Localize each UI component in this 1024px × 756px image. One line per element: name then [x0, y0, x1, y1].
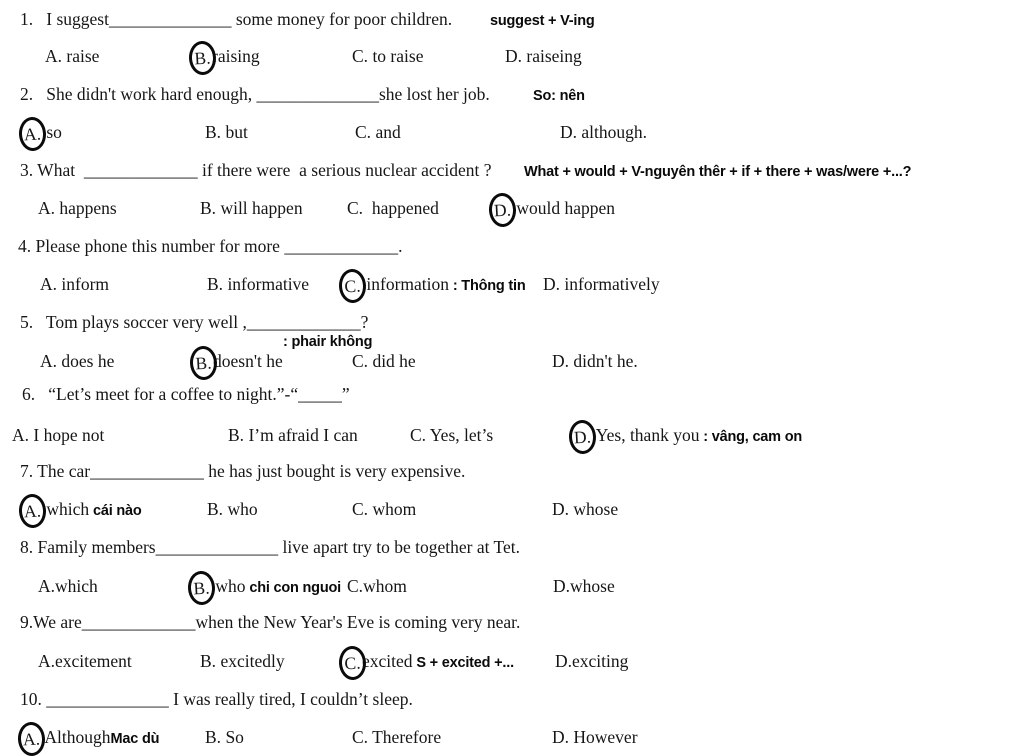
- question-text: 10. ______________ I was really tired, I couldn’t sleep.: [20, 689, 413, 709]
- option-label: I hope not: [29, 425, 105, 445]
- question-stem: [20, 159, 492, 181]
- option-letter: B.: [194, 352, 213, 374]
- inline-note: suggest + V-ing: [490, 13, 595, 29]
- option-letter: B.: [193, 47, 212, 69]
- option-letter: A.: [22, 728, 41, 750]
- option-letter: B.: [228, 425, 245, 445]
- answer-option: [40, 350, 114, 372]
- option-label: raising: [212, 46, 260, 66]
- option-letter: C.: [355, 122, 372, 142]
- answer-option: [352, 350, 416, 372]
- option-label: happened: [363, 198, 439, 218]
- option-letter: A.: [23, 123, 42, 145]
- question-text: 9.We are_____________when the New Year's Eve is coming very near.: [20, 612, 521, 632]
- option-label: whom: [363, 576, 407, 596]
- option-label: Yes, let’s: [426, 425, 494, 445]
- question-stem: [20, 83, 490, 105]
- answer-option: [543, 273, 660, 295]
- option-label: and: [371, 122, 401, 142]
- inline-note: Mac dù: [110, 731, 160, 747]
- option-label: although.: [577, 122, 648, 142]
- option-letter: B.: [207, 499, 224, 519]
- option-label: informative: [223, 274, 310, 294]
- option-letter: C.: [352, 46, 369, 66]
- answer-option: [45, 45, 99, 67]
- option-letter: C.: [410, 425, 427, 445]
- answer-option: [25, 498, 142, 522]
- option-label: raise: [62, 46, 100, 66]
- inline-note: : Thông tin: [449, 278, 526, 294]
- answer-option: [205, 121, 248, 143]
- question-stem: [22, 383, 350, 405]
- option-label: doesn't he: [213, 351, 283, 371]
- question-text: 7. The car_____________ he has just bought is very expensive.: [20, 461, 466, 481]
- answer-option: [352, 498, 416, 520]
- answer-option: [207, 273, 309, 295]
- answer-option: [345, 273, 526, 297]
- option-letter: D.: [560, 122, 578, 142]
- option-letter: B.: [200, 651, 217, 671]
- option-label: which: [42, 499, 90, 519]
- option-label: whose: [569, 499, 619, 519]
- option-letter: A.: [23, 500, 42, 522]
- question-stem: [20, 611, 520, 633]
- answer-option: [200, 650, 285, 672]
- option-letter: A.: [12, 425, 30, 445]
- answer-option: [196, 350, 283, 372]
- answer-option: [228, 424, 358, 446]
- option-letter: D.: [553, 576, 571, 596]
- answer-option: [40, 273, 109, 295]
- option-label: will happen: [216, 198, 303, 218]
- option-label: would happen: [512, 198, 616, 218]
- option-label: I’m afraid I can: [244, 425, 358, 445]
- question-text: 6. “Let’s meet for a coffee to night.”-“_____”: [22, 384, 350, 404]
- option-label: happens: [55, 198, 117, 218]
- question-text: 8. Family members______________ live apart try to be together at Tet.: [20, 537, 521, 557]
- answer-option: [560, 121, 647, 143]
- answer-option: [495, 197, 615, 219]
- option-label: exciting: [572, 651, 629, 671]
- inline-note: S + excited +...: [412, 655, 514, 671]
- answer-option: [195, 45, 260, 67]
- option-letter: C.: [347, 198, 364, 218]
- option-label: who: [223, 499, 258, 519]
- option-letter: A.: [38, 198, 56, 218]
- option-label: Yes, thank you: [592, 425, 700, 445]
- option-letter: D.: [552, 499, 570, 519]
- answer-option: [24, 726, 159, 750]
- inline-note: So: nên: [533, 88, 585, 104]
- answer-option: [38, 197, 117, 219]
- answer-option: [352, 726, 441, 748]
- answer-option: [355, 121, 401, 143]
- option-letter: D.: [552, 351, 570, 371]
- option-letter: D.: [552, 727, 570, 747]
- option-letter: D.: [505, 46, 523, 66]
- answer-option: [347, 575, 407, 597]
- option-letter: C.: [343, 652, 362, 674]
- answer-option: [207, 498, 258, 520]
- option-letter: A.: [38, 651, 56, 671]
- option-label: informatively: [560, 274, 660, 294]
- answer-option: [552, 498, 618, 520]
- option-label: Therefore: [368, 727, 442, 747]
- option-label: information: [362, 274, 449, 294]
- option-label: Although: [41, 727, 111, 747]
- answer-option: [410, 424, 493, 446]
- answer-option: [205, 726, 244, 748]
- question-text: 5. Tom plays soccer very well ,_____________?: [20, 312, 369, 332]
- option-letter: B.: [205, 727, 222, 747]
- inline-note: chi con nguoi: [245, 580, 341, 596]
- option-label: inform: [57, 274, 110, 294]
- option-letter: D.: [573, 426, 592, 448]
- option-label: who: [211, 576, 246, 596]
- option-letter: A.: [40, 274, 58, 294]
- answer-option: [200, 197, 303, 219]
- option-letter: D.: [555, 651, 573, 671]
- inline-note: cái nào: [89, 503, 142, 519]
- option-letter: C.: [352, 351, 369, 371]
- option-label: didn't he.: [569, 351, 638, 371]
- answer-option: [347, 197, 439, 219]
- question-stem: [20, 311, 368, 333]
- option-label: did he: [368, 351, 416, 371]
- option-label: So: [221, 727, 244, 747]
- option-letter: A.: [45, 46, 63, 66]
- option-letter: C.: [343, 275, 362, 297]
- inline-note: : phair không: [283, 334, 373, 350]
- answer-option: [38, 575, 98, 597]
- question-text: 2. She didn't work hard enough, ______________she lost her job.: [20, 84, 490, 104]
- option-label: does he: [57, 351, 115, 371]
- answer-option: [345, 650, 514, 674]
- answer-option: [38, 650, 132, 672]
- option-letter: B.: [192, 577, 211, 599]
- option-label: whose: [570, 576, 615, 596]
- question-stem: [20, 8, 452, 30]
- option-letter: D.: [543, 274, 561, 294]
- option-label: but: [221, 122, 248, 142]
- option-label: which: [55, 576, 98, 596]
- option-letter: A.: [40, 351, 58, 371]
- answer-option: [12, 424, 104, 446]
- option-letter: B.: [200, 198, 217, 218]
- answer-option: [575, 424, 802, 448]
- inline-note: What + would + V-nguyên thêr + if + there + was/were +...?: [524, 164, 912, 180]
- answer-option: [25, 121, 62, 143]
- answer-option: [552, 726, 638, 748]
- option-label: raiseing: [522, 46, 582, 66]
- question-stem: [20, 460, 465, 482]
- option-label: so: [42, 122, 62, 142]
- option-label: excitement: [55, 651, 132, 671]
- option-letter: D.: [493, 199, 512, 221]
- inline-note: : vâng, cam on: [699, 429, 803, 445]
- answer-option: [505, 45, 582, 67]
- option-letter: A.: [38, 576, 56, 596]
- question-stem: [20, 536, 520, 558]
- answer-option: [553, 575, 615, 597]
- answer-option: [352, 45, 423, 67]
- question-text: 3. What _____________ if there were a serious nuclear accident ?: [20, 160, 492, 180]
- question-stem: [20, 688, 413, 710]
- question-text: 1. I suggest______________ some money for poor children.: [20, 9, 453, 29]
- question-stem: [18, 235, 402, 257]
- option-label: whom: [368, 499, 417, 519]
- answer-option: [194, 575, 341, 599]
- option-letter: B.: [205, 122, 222, 142]
- option-letter: C.: [352, 499, 369, 519]
- option-letter: C.: [352, 727, 369, 747]
- option-label: excited: [362, 651, 413, 671]
- option-label: excitedly: [216, 651, 285, 671]
- option-label: However: [569, 727, 638, 747]
- answer-option: [555, 650, 628, 672]
- option-letter: B.: [207, 274, 224, 294]
- question-text: 4. Please phone this number for more _____________.: [18, 236, 403, 256]
- option-label: to raise: [368, 46, 424, 66]
- option-letter: C.: [347, 576, 364, 596]
- answer-option: [552, 350, 638, 372]
